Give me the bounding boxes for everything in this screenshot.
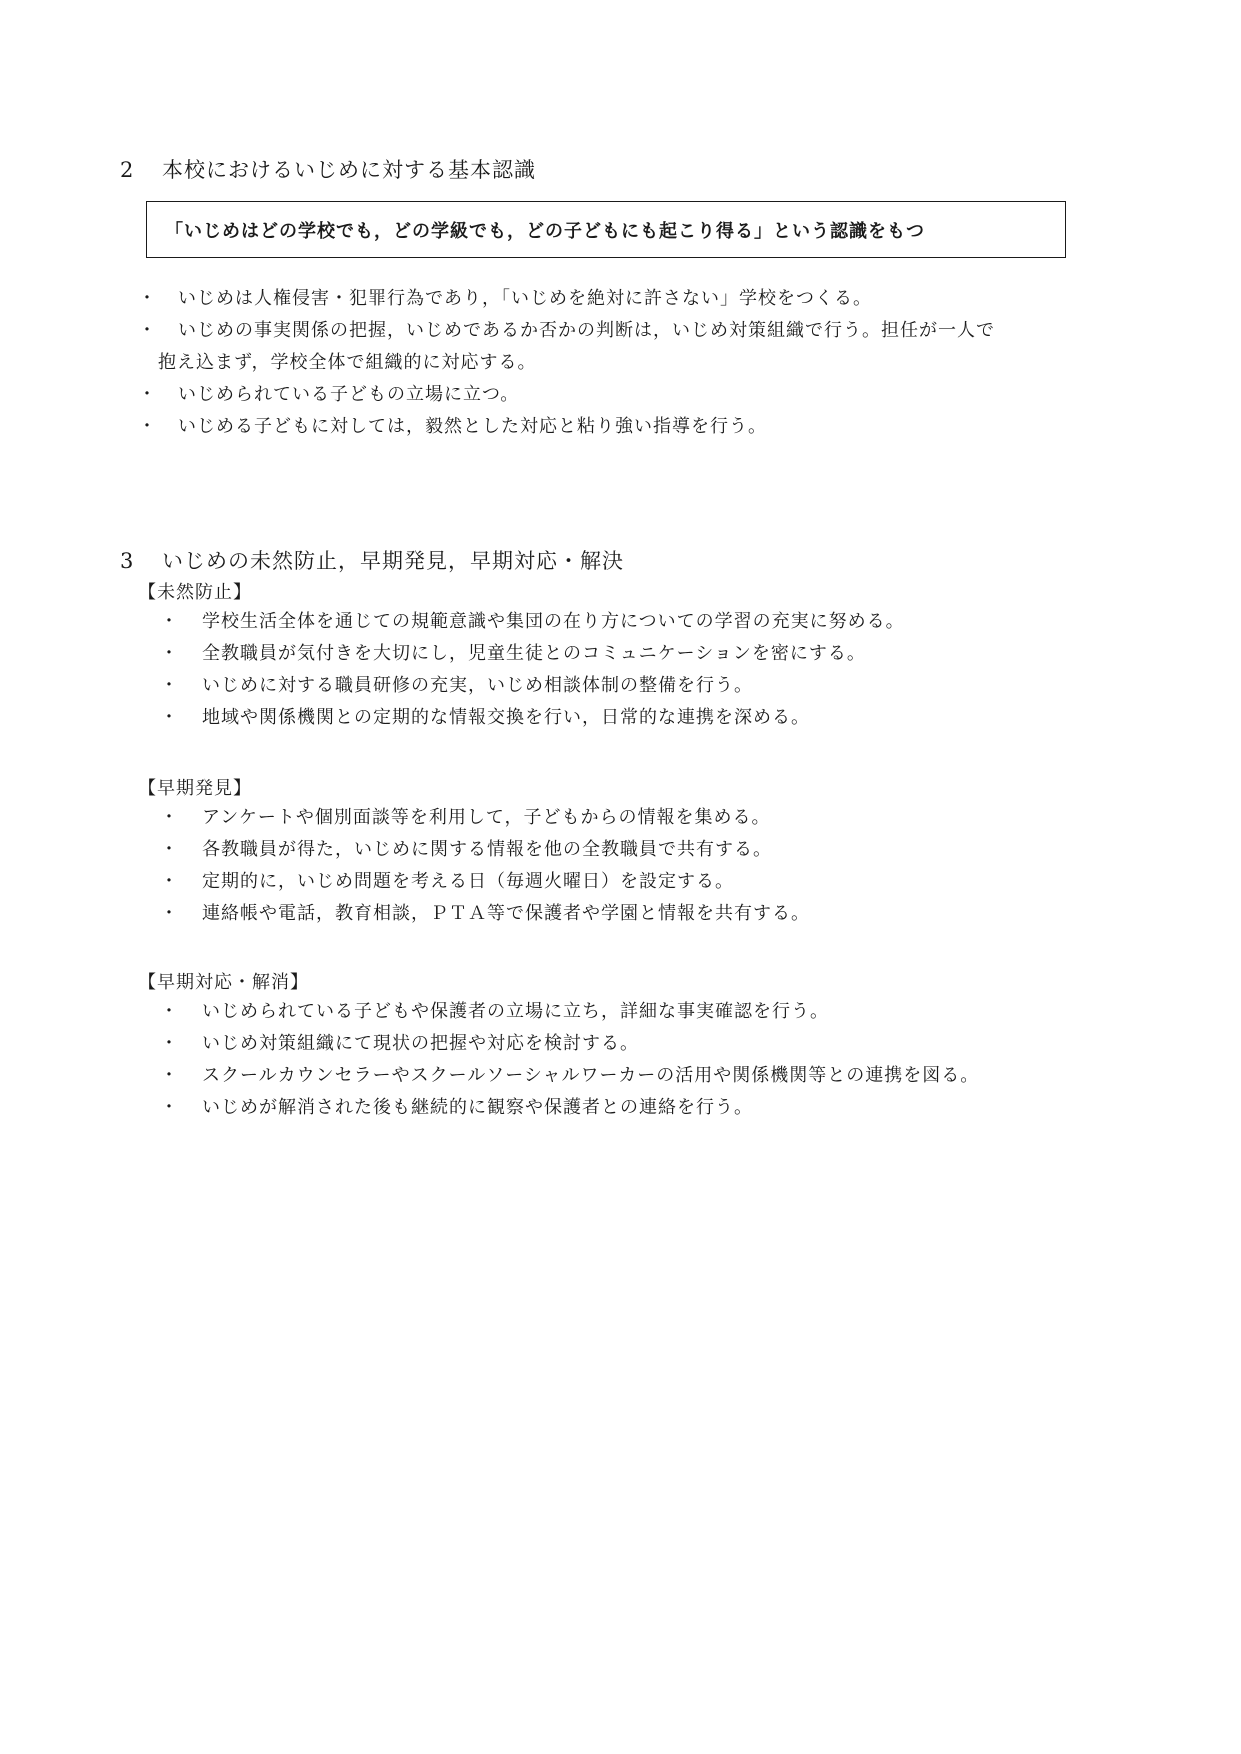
- list-item: [160, 1060, 979, 1092]
- early-response-heading: 【早期対応・解消】: [138, 972, 309, 993]
- bullet-mark: ・: [160, 807, 179, 828]
- list-item: [160, 638, 905, 670]
- bullet-mark: ・: [160, 871, 179, 892]
- bullet-mark: ・: [160, 839, 179, 860]
- early-response-list: [160, 996, 979, 1124]
- list-item: [160, 866, 810, 898]
- list-item-text: いじめられている子どもや保護者の立場に立ち，詳細な事実確認を行う。: [202, 1001, 829, 1022]
- bullet-mark: ・: [138, 288, 157, 309]
- list-item: [160, 802, 810, 834]
- list-item-continuation: 抱え込まず，学校全体で組織的に対応する。: [158, 352, 537, 373]
- list-item: [160, 996, 979, 1028]
- basic-recognition-statement: 「いじめはどの学校でも，どの学級でも，どの子どもにも起こり得る」という認識をもつ: [165, 220, 925, 242]
- list-item: [138, 283, 995, 315]
- list-item: [160, 898, 810, 930]
- section-2-heading: [120, 154, 536, 184]
- list-item: [160, 702, 905, 734]
- bullet-mark: ・: [138, 320, 157, 341]
- list-item-text: スクールカウンセラーやスクールソーシャルワーカーの活用や関係機関等との連携を図る。: [202, 1065, 980, 1086]
- basic-recognition-box: [146, 201, 1066, 258]
- prevention-heading: 【未然防止】: [138, 582, 252, 603]
- bullet-mark: ・: [160, 643, 179, 664]
- bullet-mark: ・: [138, 384, 157, 405]
- list-item-text: いじめは人権侵害・犯罪行為であり，「いじめを絶対に許さない」学校をつくる。: [178, 288, 872, 309]
- list-item-text: 学校生活全体を通じての規範意識や集団の在り方についての学習の充実に努める。: [202, 611, 905, 632]
- bullet-mark: ・: [138, 416, 157, 437]
- list-item-text: 各教職員が得た，いじめに関する情報を他の全教職員で共有する。: [202, 839, 772, 860]
- list-item: [138, 379, 995, 411]
- bullet-mark: ・: [160, 707, 179, 728]
- list-item: [160, 1028, 979, 1060]
- bullet-mark: ・: [160, 1097, 179, 1118]
- list-item: [138, 411, 995, 443]
- list-item: [138, 315, 995, 379]
- section-2-title: 本校におけるいじめに対する基本認識: [162, 158, 536, 182]
- list-item-text: 地域や関係機関との定期的な情報交換を行い，日常的な連携を深める。: [202, 707, 810, 728]
- list-item-text: いじめられている子どもの立場に立つ。: [178, 384, 520, 405]
- list-item-text: いじめ対策組織にて現状の把握や対応を検討する。: [202, 1033, 639, 1054]
- early-detection-list: [160, 802, 810, 930]
- list-item-text: いじめる子どもに対しては，毅然とした対応と粘り強い指導を行う。: [178, 416, 767, 437]
- bullet-mark: ・: [160, 1033, 179, 1054]
- basic-recognition-list: [138, 283, 995, 443]
- list-item-text: 連絡帳や電話，教育相談，ＰＴＡ等で保護者や学園と情報を共有する。: [202, 903, 810, 924]
- list-item-text: アンケートや個別面談等を利用して，子どもからの情報を集める。: [202, 807, 771, 828]
- bullet-mark: ・: [160, 903, 179, 924]
- prevention-list: [160, 606, 905, 734]
- list-item: [160, 670, 905, 702]
- list-item: [160, 606, 905, 638]
- section-2-number: 2: [120, 158, 135, 182]
- section-3-heading: [120, 545, 624, 575]
- list-item-text: 定期的に，いじめ問題を考える日（毎週火曜日）を設定する。: [202, 871, 734, 892]
- list-item: [160, 1092, 979, 1124]
- section-3-title: いじめの未然防止，早期発見，早期対応・解決: [162, 549, 624, 573]
- section-3-number: 3: [120, 549, 135, 573]
- bullet-mark: ・: [160, 1065, 179, 1086]
- list-item-text: いじめに対する職員研修の充実，いじめ相談体制の整備を行う。: [202, 675, 753, 696]
- list-item-text: いじめの事実関係の把握，いじめであるか否かの判断は，いじめ対策組織で行う。担任が一人で: [178, 320, 995, 341]
- list-item-text: いじめが解消された後も継続的に観察や保護者との連絡を行う。: [202, 1097, 753, 1118]
- bullet-mark: ・: [160, 611, 179, 632]
- bullet-mark: ・: [160, 675, 179, 696]
- early-detection-heading: 【早期発見】: [138, 778, 252, 799]
- list-item-text: 全教職員が気付きを大切にし，児童生徒とのコミュニケーションを密にする。: [202, 643, 866, 664]
- list-item: [160, 834, 810, 866]
- bullet-mark: ・: [160, 1001, 179, 1022]
